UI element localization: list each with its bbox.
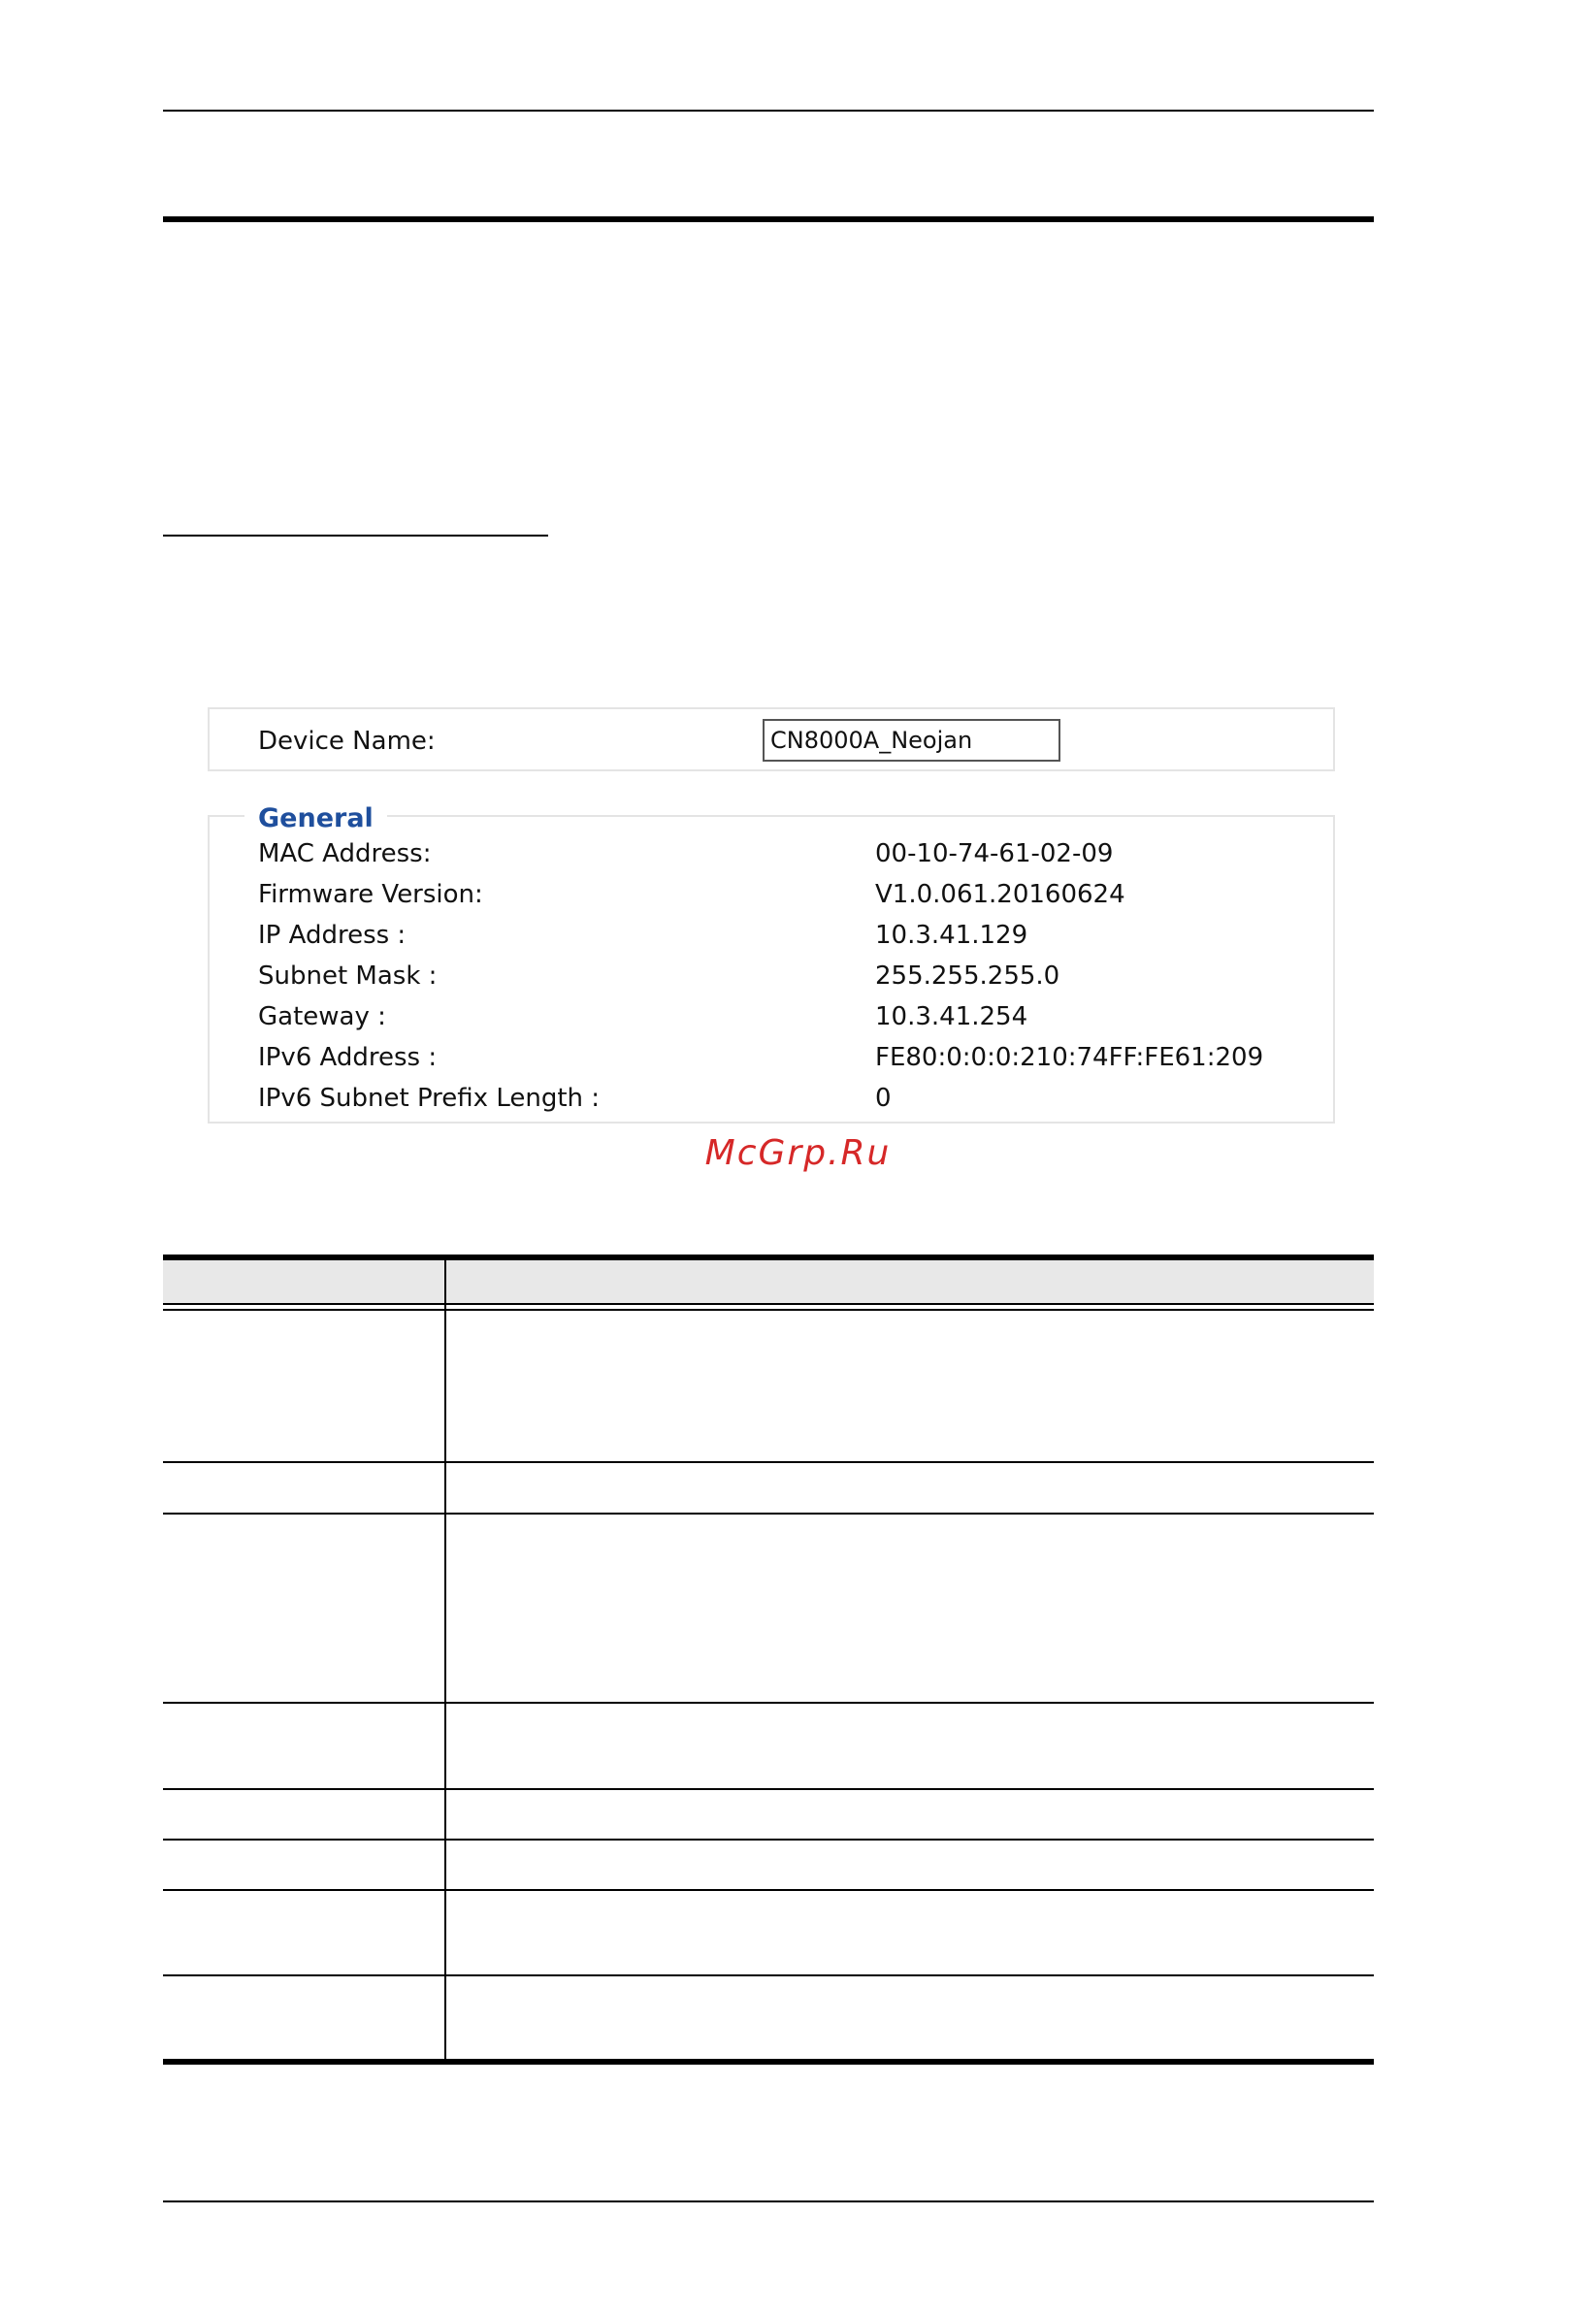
ip-address-row [258, 921, 1325, 961]
mac-address-row [258, 839, 1325, 880]
ipv6-address-value: FE80:0:0:0:210:74FF:FE61:209 [875, 1043, 1264, 1072]
ip-address-value: 10.3.41.129 [875, 921, 1028, 950]
ipv6-prefix-value: 0 [875, 1084, 892, 1113]
ip-address-label: IP Address : [258, 921, 407, 950]
general-panel [208, 803, 1335, 1124]
table-bottom-rule [163, 2059, 1374, 2065]
section-heading-rule [163, 216, 1374, 222]
ipv6-prefix-label: IPv6 Subnet Prefix Length : [258, 1084, 601, 1113]
gateway-row [258, 1002, 1325, 1043]
subnet-mask-label: Subnet Mask : [258, 961, 438, 991]
gateway-label: Gateway : [258, 1002, 386, 1031]
device-name-input[interactable] [763, 719, 1060, 762]
firmware-version-row [258, 880, 1325, 921]
table-row-divider [163, 1702, 1374, 1704]
device-name-label: Device Name: [258, 727, 436, 756]
table-header-rule-1 [163, 1303, 1374, 1305]
ipv6-prefix-row [258, 1084, 1325, 1124]
mac-address-value: 00-10-74-61-02-09 [875, 839, 1114, 868]
device-name-panel [208, 707, 1335, 771]
table-row-divider [163, 1461, 1374, 1463]
table-row-divider [163, 1974, 1374, 1976]
table-header [163, 1260, 1374, 1303]
table-row-divider [163, 1889, 1374, 1891]
table-header-rule-2 [163, 1309, 1374, 1311]
subnet-mask-row [258, 961, 1325, 1002]
gateway-value: 10.3.41.254 [875, 1002, 1028, 1031]
mac-address-label: MAC Address: [258, 839, 432, 868]
subheading-underline [163, 535, 548, 537]
firmware-version-label: Firmware Version: [258, 880, 483, 909]
page-bottom-rule [163, 2200, 1374, 2202]
firmware-version-value: V1.0.061.20160624 [875, 880, 1125, 909]
ipv6-address-label: IPv6 Address : [258, 1043, 438, 1072]
subnet-mask-value: 255.255.255.0 [875, 961, 1060, 991]
general-legend: General [244, 803, 387, 833]
table-row-divider [163, 1839, 1374, 1841]
page-top-rule [163, 110, 1374, 112]
table-row-divider [163, 1788, 1374, 1790]
watermark: McGrp.Ru [704, 1133, 892, 1173]
ipv6-address-row [258, 1043, 1325, 1084]
table-row-divider [163, 1513, 1374, 1515]
table-column-divider [444, 1260, 446, 2060]
